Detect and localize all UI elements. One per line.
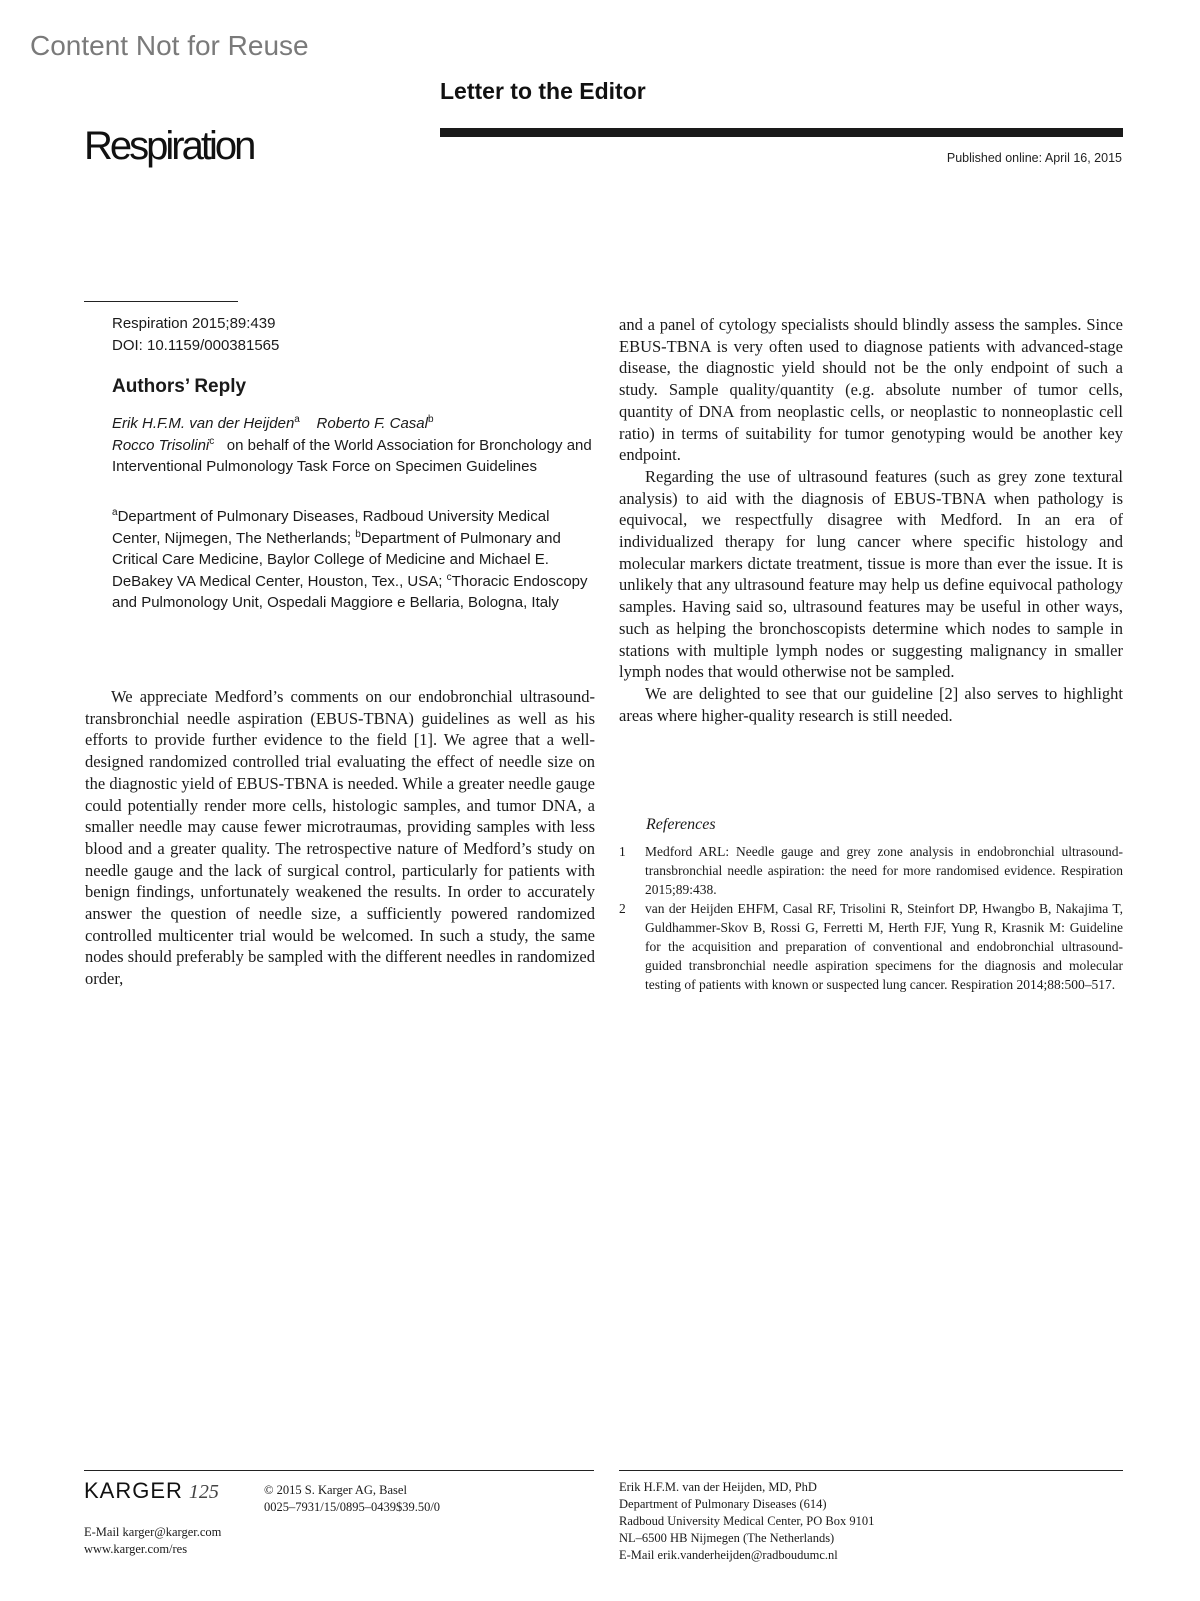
published-date: Published online: April 16, 2015: [946, 151, 1122, 165]
article-meta: [112, 313, 279, 357]
reference-item: [619, 899, 1123, 994]
watermark: Content Not for Reuse: [30, 30, 309, 61]
on-behalf: on behalf of the World Association for Bronchology and Interventional Pulmonology Task Force on Specimen Guidelines: [112, 436, 592, 475]
body-paragraph: Regarding the use of ultrasound features (such as grey zone textural analysis) to aid with the diagnosis of EBUS-TBNA when pathology is equivocal, we respectfully disagree with Medford. In an era of individualized therapy for lung cancer where specific histology and molecular markers dictate treatment, tissue is more than ever the issue. It is unlikely that any ultrasound feature may help us define equivocal pathology samples. Having said so, ultrasound features may be useful in other ways, such as helping the bronchoscopists determine which nodes to sample in stations with multiple lymph nodes or suggesting malignancy in smaller lymph nodes that would otherwise not be sampled.: [619, 466, 1123, 682]
article-title: Authors’ Reply: [112, 376, 247, 397]
doi: DOI: 10.1159/000381565: [112, 337, 280, 354]
affiliation: Department of Pulmonary and Critical Care Medicine, Baylor College of Medicine and Michael E. DeBakey VA Medical Center, Houston, Tex., USA;: [112, 529, 561, 590]
affiliations: [112, 506, 592, 614]
references-list: [619, 842, 1123, 994]
citation: Respiration 2015;89:439: [112, 315, 276, 332]
body-paragraph: and a panel of cytology specialists should blindly assess the samples. Since EBUS-TBNA is very often used to diagnose patients with advanced-stage disease, the diagnostic yield should not be the only endpoint of such a study. Sample quality/quantity (e.g. absolute number of tumor cells, quantity of DNA from neoplastic cells, or neoplastic to nonneoplastic cell ratio) in terms of suitability for tumor genotyping would be another key endpoint.: [619, 315, 1123, 465]
publisher-logo: [84, 1478, 219, 1504]
correspondence-line: NL–6500 HB Nijmegen (The Netherlands): [619, 1531, 835, 1545]
footer-rule-right: [619, 1470, 1123, 1471]
meta-rule: [84, 301, 238, 302]
reference-text: Medford ARL: Needle gauge and grey zone analysis in endobronchial ultrasound-transbronchial needle aspiration: the need for more randomised evidence. Respiration 2015;89:438.: [645, 844, 1123, 897]
affil-sup: b: [355, 528, 361, 540]
reference-number: 2: [619, 901, 626, 916]
issn: 0025–7931/15/0895–0439$39.50/0: [264, 1500, 441, 1514]
affil-sup: a: [112, 507, 118, 518]
body-column-right: [619, 314, 1123, 726]
publisher-website[interactable]: www.karger.com/res: [84, 1542, 188, 1556]
author-name: Erik H.F.M. van der Heijden: [112, 415, 295, 432]
footer-rule-left: [84, 1470, 594, 1471]
publisher-email[interactable]: E-Mail karger@karger.com: [84, 1525, 222, 1539]
author-sup: b: [427, 414, 434, 425]
affiliation: Department of Pulmonary Diseases, Radboud University Medical Center, Nijmegen, The Netherlands;: [112, 508, 550, 547]
correspondence-line: Department of Pulmonary Diseases (614): [619, 1497, 827, 1511]
correspondence-line: Erik H.F.M. van der Heijden, MD, PhD: [619, 1480, 817, 1494]
copyright: © 2015 S. Karger AG, Basel: [264, 1483, 407, 1497]
body-paragraph: We are delighted to see that our guideline [2] also serves to highlight areas where higher-quality research is still needed.: [619, 683, 1123, 725]
body-paragraph: We appreciate Medford’s comments on our endobronchial ultrasound-transbronchial needle aspiration (EBUS-TBNA) guidelines as well as his efforts to provide further evidence to the field [1]. We agree that a well-designed randomized controlled trial evaluating the effect of needle size on the diagnostic yield of EBUS-TBNA is needed. While a greater needle gauge could potentially render more cells, histologic samples, and tumor DNA, a smaller needle may cause fewer microtraumas, providing samples with less blood and a greater quality. The retrospective nature of Medford’s study on needle gauge and the lack of surgical control, particularly for patients with benign findings, unfortunately weakened the results. In order to accurately answer the question of needle size, a sufficiently powered randomized controlled multicenter trial would be welcomed. In such a study, the same nodes should preferably be sampled with the different needles in randomized order,: [85, 687, 595, 989]
correspondence-line: Radboud University Medical Center, PO Box 9101: [619, 1514, 875, 1528]
affil-sup: c: [446, 571, 452, 583]
section-label: Letter to the Editor: [440, 78, 646, 104]
header-bar: [440, 128, 1123, 137]
author-block: [112, 413, 592, 478]
correspondence-email[interactable]: E-Mail erik.vanderheijden@radboudumc.nl: [619, 1548, 838, 1562]
author-name: Roberto F. Casal: [316, 415, 428, 432]
body-column-left: [85, 686, 595, 990]
copyright-block: [264, 1482, 440, 1516]
anniversary-mark: 125: [188, 1481, 219, 1503]
publisher-name: KARGER: [84, 1478, 183, 1503]
references-heading: References: [646, 816, 716, 833]
publisher-contact: [84, 1524, 221, 1558]
reference-item: [619, 842, 1123, 899]
author-sup: c: [209, 435, 215, 447]
author-sup: a: [294, 414, 300, 425]
affiliation: Thoracic Endoscopy and Pulmonology Unit, Ospedali Maggiore e Bellaria, Bologna, Italy: [112, 572, 588, 611]
reference-text: van der Heijden EHFM, Casal RF, Trisolini R, Steinfort DP, Hwangbo B, Nakajima T, Guldhammer-Skov B, Rossi G, Ferretti M, Herth FJF, Yung R, Krasnik M: Guideline for the acquisition and preparation of conventional and endobronchial ultrasound-guided transbronchial needle aspiration specimens for the diagnosis and molecular testing of patients with known or suspected lung cancer. Respiration 2014;88:500–517.: [645, 901, 1123, 992]
journal-logo: Respiration: [84, 124, 254, 168]
correspondence-block: [619, 1479, 874, 1564]
author-name: Rocco Trisolini: [112, 436, 210, 454]
reference-number: 1: [619, 844, 626, 859]
